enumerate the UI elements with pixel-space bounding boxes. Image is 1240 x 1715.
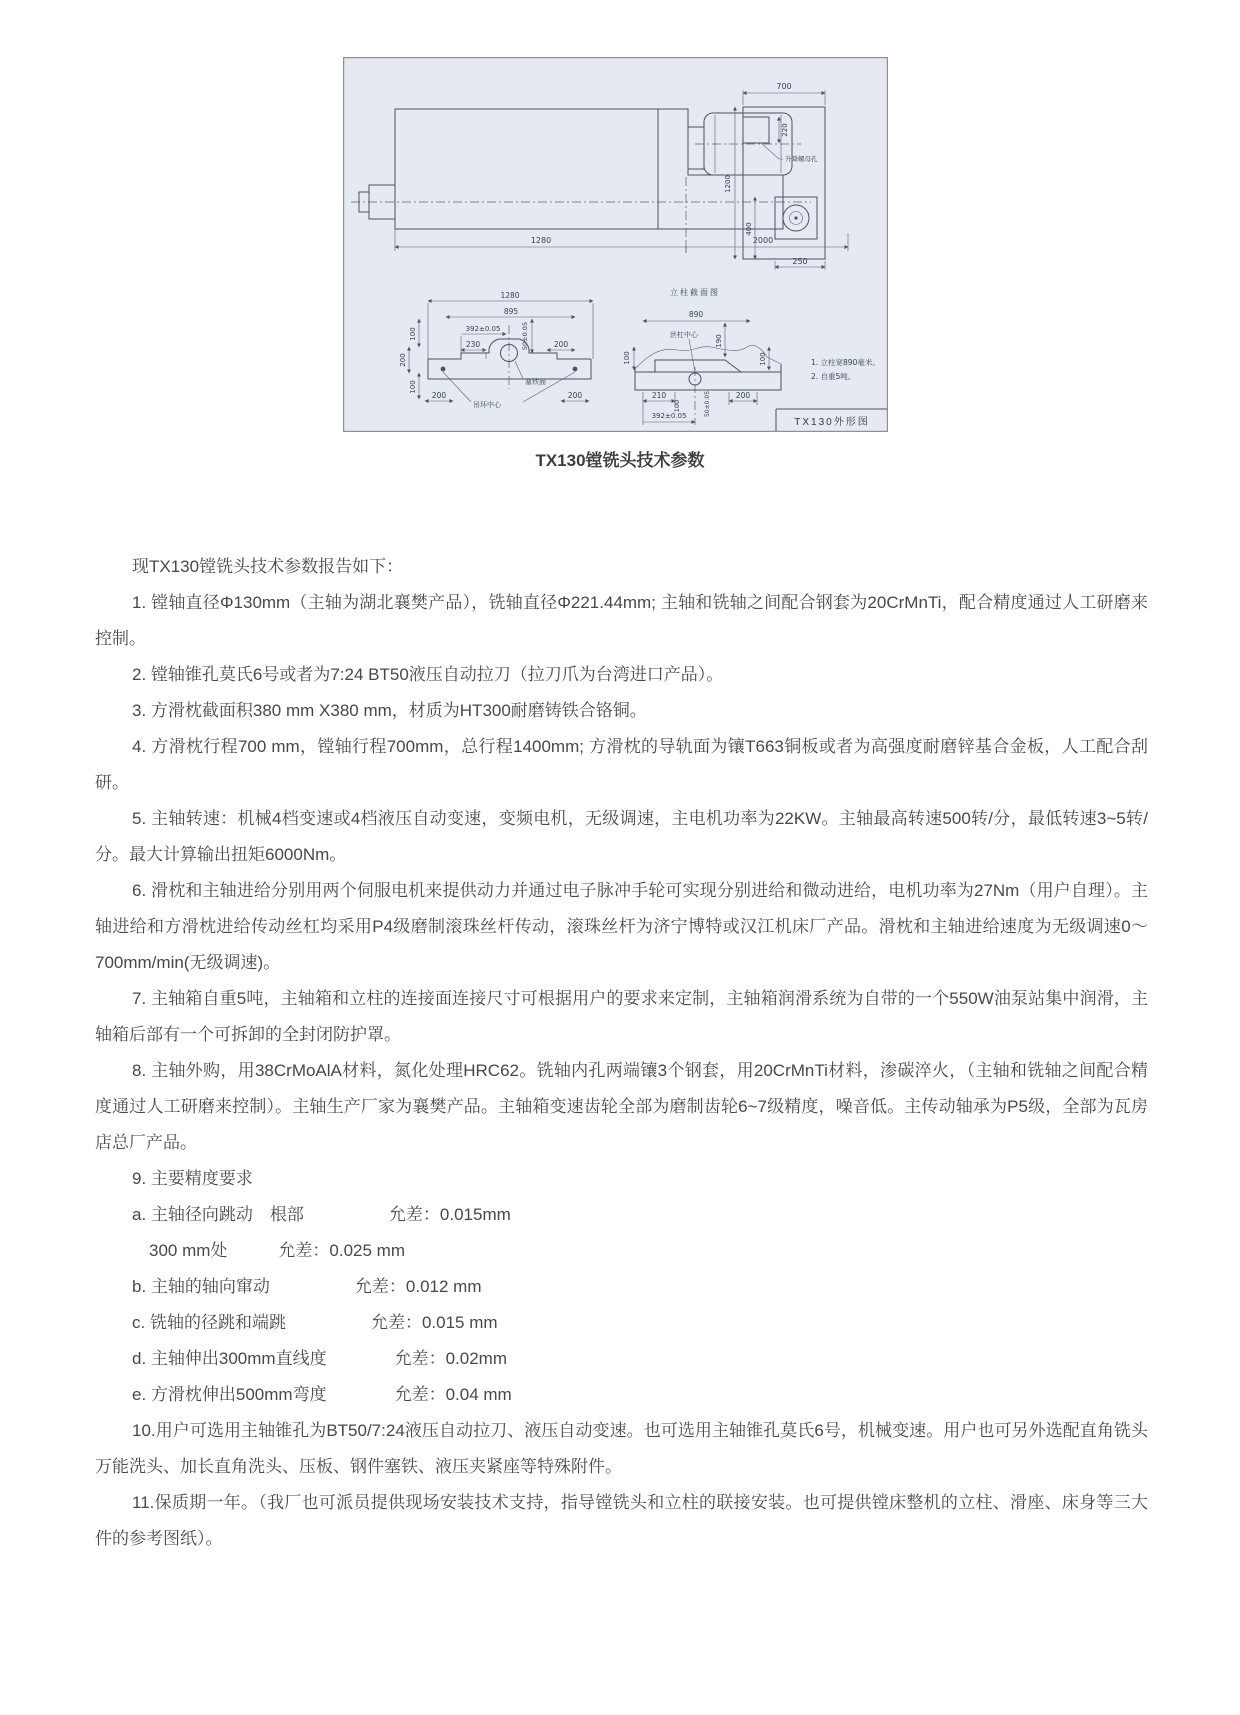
- precision-line-e: e. 方滑枕伸出500mm弯度 允差：0.04 mm: [132, 1385, 512, 1404]
- precision-line-b: b. 主轴的轴向窜动 允差：0.012 mm: [132, 1277, 482, 1296]
- drawing-note-2: 2. 自重5吨。: [811, 372, 856, 381]
- spec-item-9-heading: 9. 主要精度要求: [132, 1169, 253, 1188]
- label-lift-nut-hole: 升降螺母孔: [785, 155, 818, 163]
- dim-sec-392: 392±0.05: [651, 412, 687, 420]
- dim-col-700: 700: [776, 82, 792, 91]
- drawing-caption: TX130外形图: [794, 417, 870, 428]
- technical-drawing: [343, 57, 888, 432]
- dim-ram-200bl: 200: [431, 391, 447, 400]
- dim-sec-210: 210: [651, 391, 667, 400]
- precision-line-d: d. 主轴伸出300mm直线度 允差：0.02mm: [132, 1349, 507, 1368]
- dim-sec-890: 890: [688, 310, 704, 319]
- spec-item-2: 2. 镗轴锥孔莫氏6号或者为7:24 BT50液压自动拉刀（拉刀爪为台湾进口产品）。: [132, 665, 724, 684]
- dim-col-250: 250: [792, 257, 808, 266]
- dim-ram-1280: 1280: [500, 291, 520, 300]
- dim-sec-50: 50±0.05: [704, 390, 711, 418]
- dim-sec-100l: 100: [623, 351, 631, 365]
- dim-ram-200br: 200: [567, 391, 583, 400]
- dim-ram-100t: 100: [409, 327, 417, 341]
- label-ring-center: 吊环中心: [473, 401, 501, 409]
- spec-item-4: 4. 方滑枕行程700 mm，镗轴行程700mm，总行程1400mm; 方滑枕的导轨面为镶T663铜板或者为高强度耐磨锌基合金板，人工配合刮研。: [95, 737, 1148, 792]
- spec-item-10: 10.用户可选用主轴锥孔为BT50/7:24液压自动拉刀、液压自动变速。也可选用主轴锥孔莫氏6号，机械变速。用户也可另外选配直角铣头万能洗头、加长直角洗头、压板、钢件塞铁、液压夹紧座等特殊附件。: [95, 1421, 1148, 1476]
- precision-line-c: c. 铣轴的径跳和端跳 允差：0.015 mm: [132, 1313, 498, 1332]
- dim-main-1280: 1280: [530, 236, 552, 245]
- dim-col-400: 400: [745, 222, 753, 236]
- dim-sec-100r: 100: [759, 352, 767, 366]
- label-gib-face: 塞铁面: [525, 378, 546, 386]
- spec-item-6: 6. 滑枕和主轴进给分别用两个伺服电机来提供动力并通过电子脉冲手轮可实现分别进给和微动进给，电机功率为27Nm（用户自理）。主轴进给和方滑枕进给传动丝杠均采用P4级磨制滚珠丝杆传动，滚珠丝杆为济宁博特或汉江机床厂产品。滑枕和主轴进给速度为无级调速0～700mm/min(无级调速)。: [95, 881, 1148, 972]
- page-title: TX130镗铣头技术参数: [535, 451, 705, 470]
- spec-item-7: 7. 主轴箱自重5吨，主轴箱和立柱的连接面连接尺寸可根据用户的要求来定制，主轴箱润滑系统为自带的一个550W油泵站集中润滑，主轴箱后部有一个可拆卸的全封闭防护罩。: [95, 989, 1148, 1044]
- spec-item-5: 5. 主轴转速：机械4档变速或4档液压自动变速，变频电机，无级调速，主电机功率为22KW。主轴最高转速500转/分，最低转速3~5转/分。最大计算输出扭矩6000Nm。: [95, 809, 1148, 864]
- label-column-section: 立柱截面图: [670, 288, 720, 297]
- precision-line-a: a. 主轴径向跳动 根部 允差：0.015mm: [132, 1205, 511, 1224]
- spec-item-3: 3. 方滑枕截面积380 mm X380 mm，材质为HT300耐磨铸铁合铬铜。: [132, 701, 647, 720]
- dim-col-1200: 1200: [724, 175, 732, 193]
- spec-item-1: 1. 镗轴直径Φ130mm（主轴为湖北襄樊产品），铣轴直径Φ221.44mm; 主轴和铣轴之间配合钢套为20CrMnTi，配合精度通过人工研磨来控制。: [95, 593, 1148, 648]
- spec-item-8: 8. 主轴外购，用38CrMoAlA材料，氮化处理HRC62。铣轴内孔两端镶3个钢套，用20CrMnTi材料，渗碳淬火，（主轴和铣轴之间配合精度通过人工研磨来控制）。主轴生产厂家为襄樊产品。主轴箱变速齿轮全部为磨制齿轮6~7级精度，噪音低。主传动轴承为P5级，全部为瓦房店总厂产品。: [95, 1061, 1148, 1152]
- dim-sec-190: 190: [715, 334, 723, 348]
- dim-main-2000: 2000: [752, 236, 774, 245]
- drawing-note-1: 1. 立柱宽890毫米。: [811, 358, 880, 367]
- drawing-border: [344, 58, 888, 432]
- dim-ram-230: 230: [465, 340, 481, 349]
- intro-paragraph: 现TX130镗铣头技术参数报告如下：: [132, 557, 404, 576]
- dim-ram-392: 392±0.05: [465, 325, 501, 333]
- dim-ram-895: 895: [503, 307, 519, 316]
- dim-col-220: 220: [781, 123, 789, 137]
- label-screw-center: 丝杠中心: [670, 331, 698, 339]
- dim-sec-100m: 100: [673, 399, 681, 413]
- dim-ram-200r: 200: [553, 340, 569, 349]
- dim-ram-50: 50±0.05: [521, 321, 529, 351]
- precision-line-a2: 300 mm处 允差：0.025 mm: [132, 1241, 405, 1260]
- dim-ram-100b: 100: [409, 380, 417, 394]
- spec-item-11: 11.保质期一年。（我厂也可派员提供现场安装技术支持，指导镗铣头和立柱的联接安装。也可提供镗床整机的立柱、滑座、床身等三大件的参考图纸）。: [95, 1493, 1148, 1548]
- dim-ram-200l: 200: [399, 353, 407, 367]
- dim-sec-200: 200: [735, 391, 751, 400]
- document-body: [95, 549, 1148, 1557]
